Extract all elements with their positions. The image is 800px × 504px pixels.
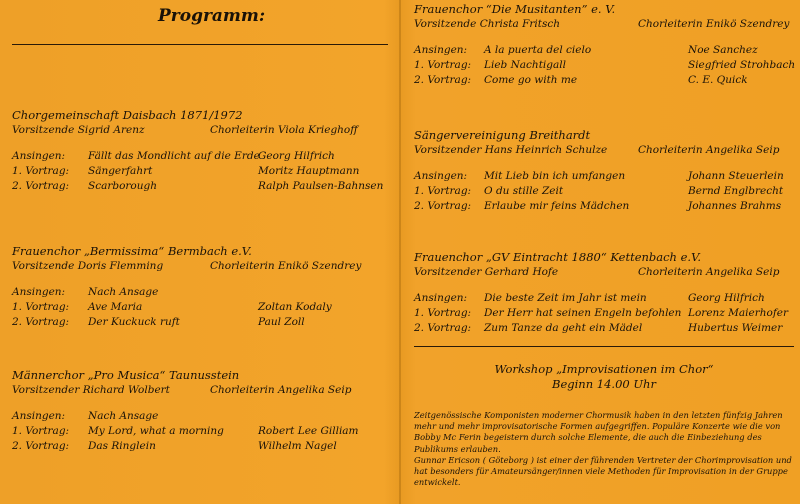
choir-conductor: Chorleiterin Enikö Szendrey — [210, 260, 362, 272]
song-role: 1. Vortrag: — [12, 301, 70, 313]
song-row — [414, 322, 794, 337]
choir-block — [12, 108, 392, 195]
choir-chair: Vorsitzender Richard Wolbert — [12, 384, 170, 396]
song-role: 2. Vortrag: — [12, 180, 70, 192]
workshop-paragraph: Gunnar Ericson ( Göteborg ) ist einer der führenden Vertreter der Chorimprovisation und hat besonders für Amateursänger/innen viele Methoden für Improvisation in der Gruppe entwickelt. — [414, 454, 792, 488]
song-row — [12, 180, 392, 195]
song-title: Ave Maria — [88, 301, 143, 313]
song-row — [12, 316, 392, 331]
page-fold — [399, 0, 401, 504]
song-list — [12, 286, 392, 331]
song-role: 2. Vortrag: — [414, 322, 472, 334]
song-composer: Bernd Englbrecht — [688, 185, 784, 197]
choir-block — [414, 250, 794, 337]
song-row — [12, 425, 392, 440]
song-title: A la puerta del cielo — [484, 44, 592, 56]
song-row — [414, 59, 794, 74]
choir-name: Frauenchor “Die Musitanten” e. V. — [414, 2, 616, 16]
choir-block — [414, 128, 794, 215]
song-composer: Georg Hilfrich — [688, 292, 765, 304]
song-role: 2. Vortrag: — [414, 200, 472, 212]
song-role: Ansingen: — [12, 150, 66, 162]
song-list — [414, 44, 794, 89]
song-composer: Ralph Paulsen-Bahnsen — [258, 180, 384, 192]
song-composer: Hubertus Weimer — [688, 322, 783, 334]
song-title: Die beste Zeit im Jahr ist mein — [484, 292, 647, 304]
song-row — [414, 307, 794, 322]
song-composer: Johann Steuerlein — [688, 170, 784, 182]
song-row — [414, 44, 794, 59]
choir-leaders — [12, 124, 392, 138]
program-heading: Programm: — [158, 6, 266, 26]
song-composer: Zoltan Kodaly — [258, 301, 332, 313]
song-title: Nach Ansage — [88, 410, 159, 422]
song-row — [414, 74, 794, 89]
choir-name: Sängervereinigung Breithardt — [414, 128, 591, 142]
song-list — [414, 292, 794, 337]
choir-name: Frauenchor „GV Eintracht 1880“ Kettenbach e.V. — [414, 250, 702, 264]
choir-chair: Vorsitzender Hans Heinrich Schulze — [414, 144, 608, 156]
song-title: Fällt das Mondlicht auf die Erde — [88, 150, 260, 162]
choir-conductor: Chorleiterin Angelika Seip — [210, 384, 352, 396]
song-row — [12, 150, 392, 165]
song-title: Mit Lieb bin ich umfangen — [484, 170, 626, 182]
song-role: 1. Vortrag: — [414, 185, 472, 197]
song-list — [12, 410, 392, 455]
song-title: Das Ringlein — [88, 440, 156, 452]
song-role: 2. Vortrag: — [12, 316, 70, 328]
choir-leaders — [414, 266, 794, 280]
song-composer: Wilhelm Nagel — [258, 440, 337, 452]
song-composer: Johannes Brahms — [688, 200, 782, 212]
choir-conductor: Chorleiterin Angelika Seip — [638, 144, 780, 156]
song-role: Ansingen: — [12, 410, 66, 422]
song-role: Ansingen: — [12, 286, 66, 298]
song-title: Zum Tanze da geht ein Mädel — [484, 322, 643, 334]
song-list — [414, 170, 794, 215]
choir-leaders — [12, 384, 392, 398]
choir-leaders — [414, 18, 794, 32]
workshop-header — [414, 362, 794, 392]
song-composer: Lorenz Maierhofer — [688, 307, 788, 319]
song-title: Sängerfahrt — [88, 165, 153, 177]
song-role: Ansingen: — [414, 170, 468, 182]
choir-conductor: Chorleiterin Viola Krieghoff — [210, 124, 358, 136]
song-composer: Georg Hilfrich — [258, 150, 335, 162]
song-title: Lieb Nachtigall — [484, 59, 566, 71]
heading-rule — [12, 44, 388, 45]
song-title: Der Kuckuck ruft — [88, 316, 180, 328]
song-role: 1. Vortrag: — [414, 59, 472, 71]
choir-name: Chorgemeinschaft Daisbach 1871/1972 — [12, 108, 243, 122]
song-composer: Moritz Hauptmann — [258, 165, 360, 177]
song-list — [12, 150, 392, 195]
song-composer: C. E. Quick — [688, 74, 748, 86]
choir-block — [414, 2, 794, 89]
song-title: Erlaube mir feins Mädchen — [484, 200, 630, 212]
choir-leaders — [414, 144, 794, 158]
song-composer: Siegfried Strohbach — [688, 59, 796, 71]
choir-block — [12, 244, 392, 331]
song-role: 2. Vortrag: — [12, 440, 70, 452]
song-row — [414, 200, 794, 215]
choir-block — [12, 368, 392, 455]
choir-chair: Vorsitzende Christa Fritsch — [414, 18, 561, 30]
song-row — [12, 410, 392, 425]
song-composer: Robert Lee Gilliam — [258, 425, 359, 437]
workshop-rule — [414, 346, 794, 347]
song-row — [414, 185, 794, 200]
workshop-description — [414, 410, 794, 488]
choir-conductor: Chorleiterin Enikö Szendrey — [638, 18, 790, 30]
song-title: Der Herr hat seinen Engeln befohlen — [484, 307, 682, 319]
choir-name: Männerchor „Pro Musica“ Taunusstein — [12, 368, 240, 382]
workshop-paragraph: Zeitgenössische Komponisten moderner Chormusik haben in den letzten fünfzig Jahren mehr und mehr improvisatorische Formen aufgegriffen. Populäre Konzerte wie die von Bobby Mc Ferin begeistern durch solche Elemente, die auch die Einbeziehung des Publikums erlauben. — [414, 410, 783, 454]
song-title: Come go with me — [484, 74, 578, 86]
song-role: 1. Vortrag: — [12, 165, 70, 177]
song-title: Nach Ansage — [88, 286, 159, 298]
choir-leaders — [12, 260, 392, 274]
workshop-time: Beginn 14.00 Uhr — [552, 377, 656, 391]
song-row — [12, 301, 392, 316]
song-row — [12, 440, 392, 455]
song-title: Scarborough — [88, 180, 157, 192]
song-role: Ansingen: — [414, 292, 468, 304]
song-row — [414, 170, 794, 185]
choir-chair: Vorsitzende Doris Flemming — [12, 260, 164, 272]
song-row — [414, 292, 794, 307]
song-title: O du stille Zeit — [484, 185, 564, 197]
song-composer: Paul Zoll — [258, 316, 305, 328]
choir-name: Frauenchor „Bermissima“ Bermbach e.V. — [12, 244, 252, 258]
song-role: 1. Vortrag: — [12, 425, 70, 437]
song-row — [12, 286, 392, 301]
song-role: 1. Vortrag: — [414, 307, 472, 319]
choir-conductor: Chorleiterin Angelika Seip — [638, 266, 780, 278]
song-composer: Noe Sanchez — [688, 44, 758, 56]
choir-chair: Vorsitzender Gerhard Hofe — [414, 266, 559, 278]
song-row — [12, 165, 392, 180]
song-role: Ansingen: — [414, 44, 468, 56]
song-role: 2. Vortrag: — [414, 74, 472, 86]
workshop-title: Workshop „Improvisationen im Chor“ — [494, 362, 714, 376]
song-title: My Lord, what a morning — [88, 425, 224, 437]
choir-chair: Vorsitzende Sigrid Arenz — [12, 124, 145, 136]
